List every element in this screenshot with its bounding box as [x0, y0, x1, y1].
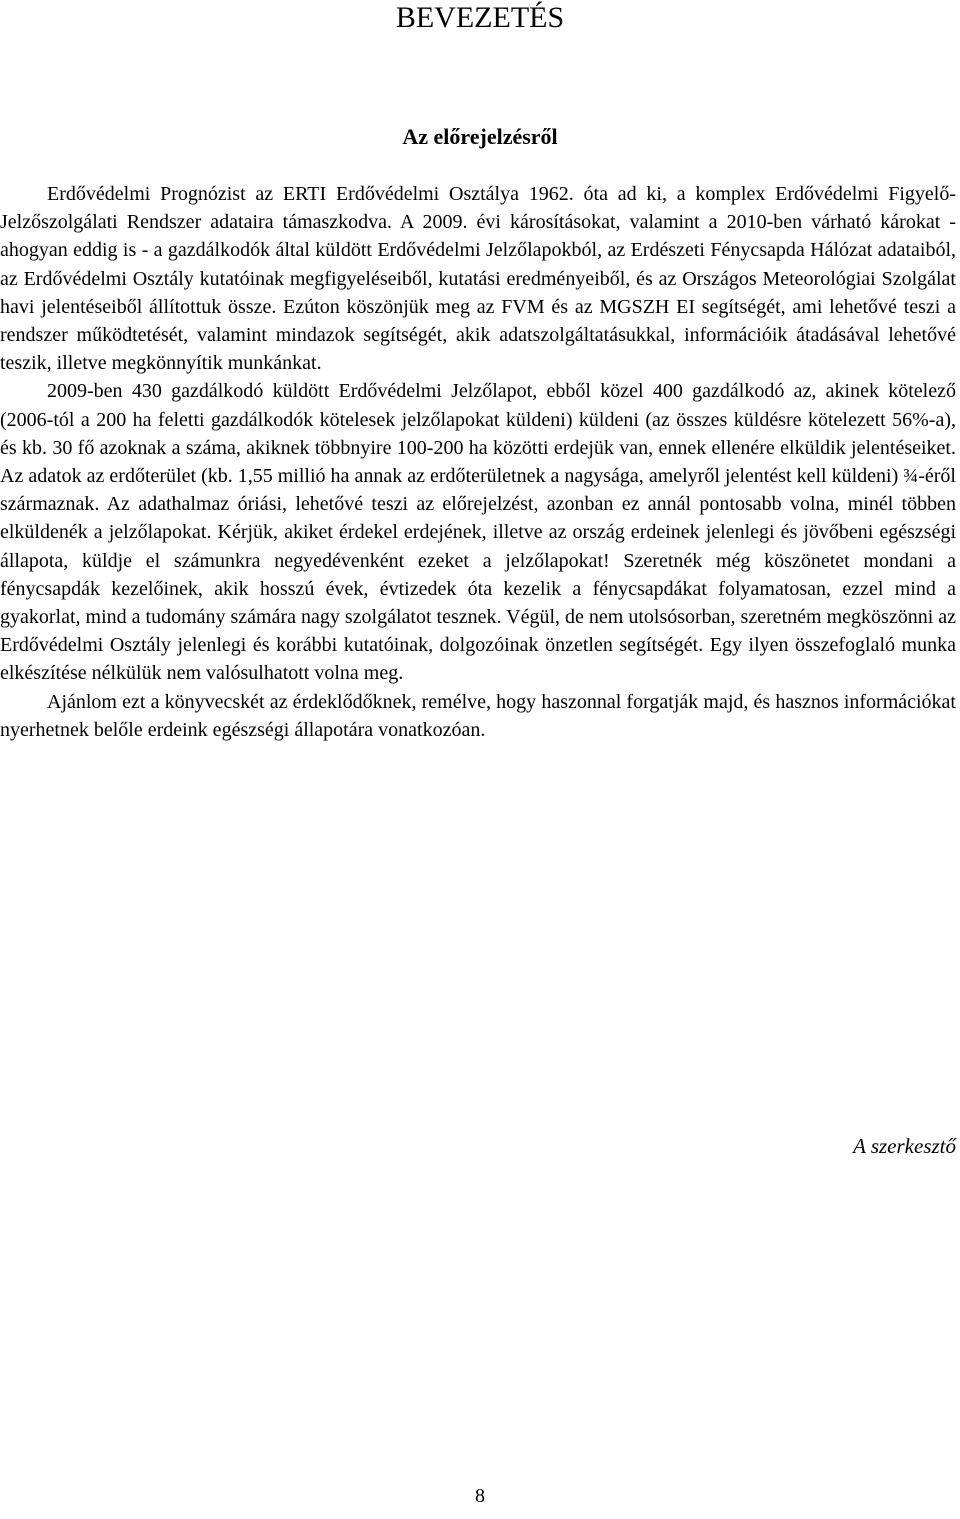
page-number: 8 [475, 1485, 485, 1507]
body-text [0, 180, 956, 744]
paragraph-intro: Erdővédelmi Prognózist az ERTI Erdővédelmi Osztálya 1962. óta ad ki, a komplex Erdővédelmi Figyelő-Jelzőszolgálati Rendszer adataira támaszkodva. A 2009. évi károsításokat, valamint a 2010-ben várható károkat - ahogyan eddig is - a gazdálkodók által küldött Erdővédelmi Jelzőlapokból, az Erdészeti Fénycsapda Hálózat adataiból, az Erdővédelmi Osztály kutatóinak megfigyeléseiből, kutatási eredményeiből, és az Országos Meteorológiai Szolgálat havi jelentéseiből állítottuk össze. Ezúton köszönjük meg az FVM és az MGSZH EI segítségét, ami lehetővé teszi a rendszer működtetését, valamint mindazok segítségét, akik adatszolgáltatásukkal, információik átadásával lehetővé teszik, illetve megkönnyítik munkánkat. [0, 183, 956, 375]
paragraph-reports: 2009-ben 430 gazdálkodó küldött Erdővédelmi Jelzőlapot, ebből közel 400 gazdálkodó az, akinek kötelező (2006-tól a 200 ha feletti gazdálkodók kötelesek jelzőlapokat küldeni) küldeni (az összes küldésre kötelezett 56%-a), és kb. 30 fő azoknak a száma, akiknek többnyire 100-200 ha közötti erdejük van, ennek ellenére elküldik jelentéseiket. Az adatok az erdőterület (kb. 1,55 millió ha annak az erdőterületnek a nagysága, amelyről jelentést kell küldeni) ¾-éről származnak. Az adathalmaz óriási, lehetővé teszi az előrejelzést, azonban ez annál pontosabb volna, minél többen elküldenék a jelzőlapokat. Kérjük, akiket érdekel erdejének, illetve az ország erdeinek jelenlegi és jövőbeni egészségi állapota, küldje el számunkra negyedévenként ezeket a jelzőlapokat! Szeretnék még köszönetet mondani a fénycsapdák kezelőinek, akik hosszú évek, évtizedek óta kezelik a fénycsapdákat folyamatosan, ezzel mind a gyakorlat, mind a tudomány számára nagy szolgálatot tesznek. Végül, de nem utolsósorban, szeretném megköszönni az Erdővédelmi Osztály jelenlegi és korábbi kutatóinak, dolgozóinak önzetlen segítségét. Egy ilyen összefoglaló munka elkészítése nélkülük nem valósulhatott volna meg. [0, 380, 957, 685]
page-heading: BEVEZETÉS [395, 1, 565, 34]
section-heading: Az előrejelzésről [402, 124, 558, 149]
editor-signature: A szerkesztő [853, 1134, 956, 1158]
paragraph-dedication: Ajánlom ezt a könyvecskét az érdeklődőknek, remélve, hogy haszonnal forgatják majd, és hasznos információkat nyerhetnek belőle erdeink egészségi állapotára vonatkozóan. [0, 690, 956, 741]
